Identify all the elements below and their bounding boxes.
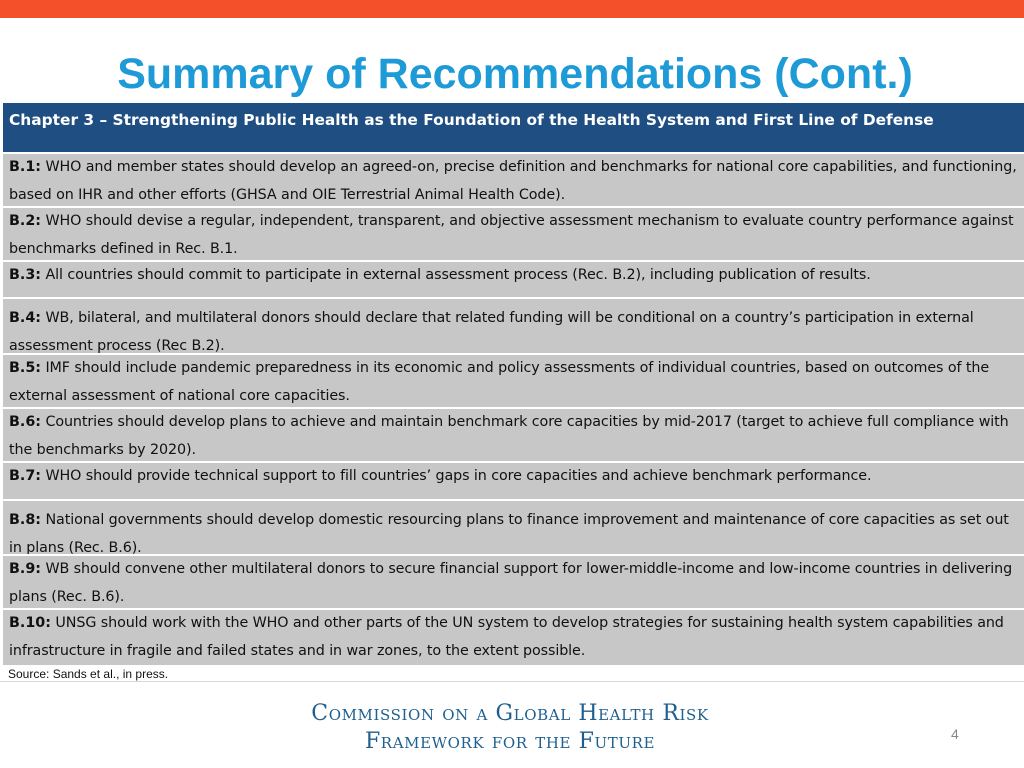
table-row: [3, 152, 1024, 206]
recommendation-id: B.7:: [9, 468, 41, 484]
page-number: 4: [951, 726, 959, 742]
recommendation-id: B.9:: [9, 561, 41, 577]
table-row: [3, 461, 1024, 499]
commission-logo-text: [0, 700, 1020, 756]
table-row: [3, 499, 1024, 554]
table-row: [3, 353, 1024, 407]
recommendation-text: Countries should develop plans to achieve and maintain benchmark core capacities by mid-2017 (target to achieve full compliance with the benchmarks by 2020).: [9, 414, 1009, 458]
recommendation-text: WHO should provide technical support to fill countries’ gaps in core capacities and achieve benchmark performance.: [41, 468, 872, 484]
recommendation-text: WHO and member states should develop an agreed-on, precise definition and benchmarks for national core capabilities, and functioning, based on IHR and other efforts (GHSA and OIE Terrestrial Animal Health Code).: [9, 159, 1017, 203]
recommendation-id: B.6:: [9, 414, 41, 430]
recommendation-id: B.8:: [9, 512, 41, 528]
table-row: [3, 206, 1024, 260]
recommendation-id: B.3:: [9, 267, 41, 283]
recommendations-table: [3, 103, 1024, 665]
recommendation-text: All countries should commit to participate in external assessment process (Rec. B.2), including publication of results.: [41, 267, 871, 283]
source-note: Source: Sands et al., in press.: [8, 667, 169, 681]
table-row: [3, 407, 1024, 461]
table-row: [3, 608, 1024, 665]
recommendation-id: B.5:: [9, 360, 41, 376]
recommendation-text: National governments should develop domestic resourcing plans to finance improvement and maintenance of core capacities as set out in plans (Rec. B.6).: [9, 512, 1009, 554]
recommendation-id: B.4:: [9, 310, 41, 326]
accent-bar: [0, 0, 1024, 18]
recommendation-text: WB should convene other multilateral donors to secure financial support for lower-middle-income and low-income countries in delivering plans (Rec. B.6).: [9, 561, 1013, 605]
recommendation-text: WHO should devise a regular, independent, transparent, and objective assessment mechanism to evaluate country performance against benchmarks defined in Rec. B.1.: [9, 213, 1014, 257]
table-body: [3, 152, 1024, 665]
recommendation-id: B.2:: [9, 213, 41, 229]
recommendation-id: B.1:: [9, 159, 41, 175]
table-row: [3, 554, 1024, 608]
table-header: Chapter 3 – Strengthening Public Health as the Foundation of the Health System and First Line of Defense: [3, 103, 1024, 152]
recommendation-text: WB, bilateral, and multilateral donors should declare that related funding will be conditional on a country’s participation in external assessment process (Rec B.2).: [9, 310, 974, 353]
recommendation-text: UNSG should work with the WHO and other parts of the UN system to develop strategies for sustaining health system capabilities and infrastructure in fragile and failed states and in war zones, to the extent possible.: [9, 615, 1004, 659]
footer-divider: [0, 681, 1024, 682]
table-row: [3, 297, 1024, 353]
footer-line-2: Framework for the Future: [364, 729, 656, 754]
table-row: [3, 260, 1024, 297]
footer-line-1: Commission on a Global Health Risk: [311, 701, 709, 726]
recommendation-id: B.10:: [9, 615, 51, 631]
recommendation-text: IMF should include pandemic preparedness in its economic and policy assessments of individual countries, based on outcomes of the external assessment of national core capacities.: [9, 360, 990, 404]
slide-title: Summary of Recommendations (Cont.): [117, 50, 913, 98]
